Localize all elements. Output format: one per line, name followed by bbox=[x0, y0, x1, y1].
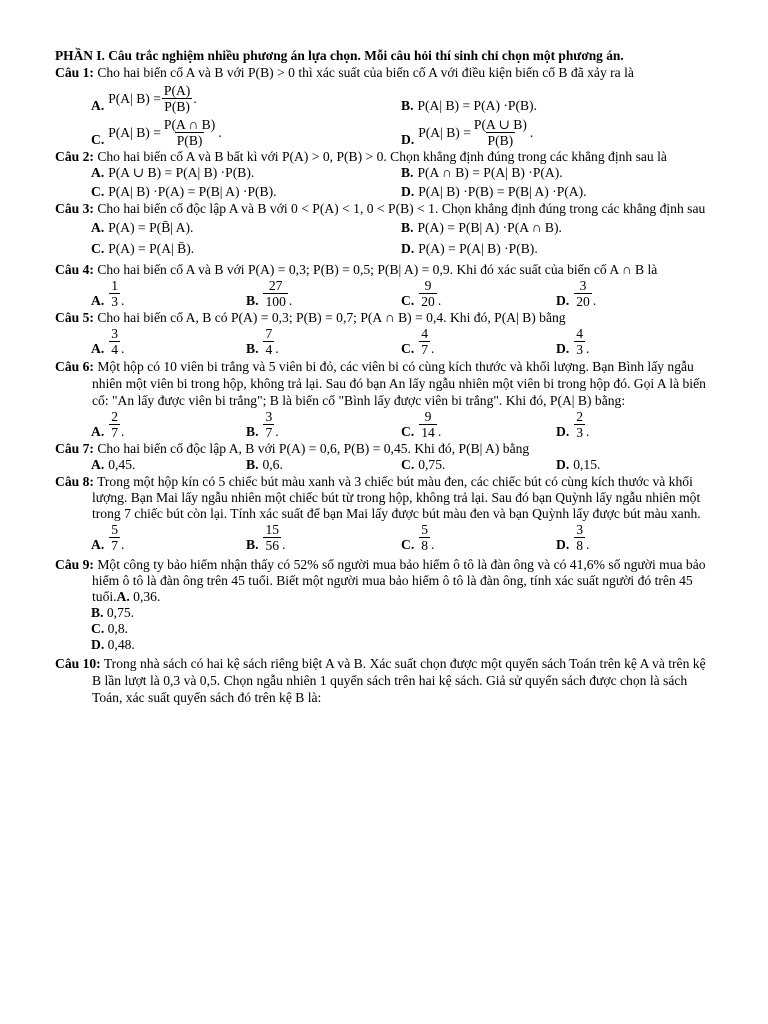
option-text: 0,75. bbox=[418, 457, 446, 472]
fraction-numerator: 9 bbox=[424, 278, 432, 293]
fraction bbox=[263, 278, 287, 309]
question-text: Trong một hộp kín có 5 chiếc bút màu xanh và 3 chiếc bút màu đen, các chiếc bút có cùng kích thước và khối lượng. Bạn Mai lấy ngẫu nhiên một chiếc bút từ trong hộp, không trả lại. Sau đó bạn Quỳnh lấy ngẫu nhiên một trong 7 chiếc bút còn lại. Tính xác suất để bạn Mai lấy được bút màu đen và bạn Quỳnh lấy được bút màu xanh. bbox=[92, 474, 701, 521]
option-d[interactable] bbox=[556, 326, 711, 357]
option-text: 0,6. bbox=[262, 457, 283, 472]
option-letter: D. bbox=[556, 293, 570, 308]
fraction-denominator: 7 bbox=[111, 538, 119, 553]
option-letter: C. bbox=[401, 457, 415, 472]
answer-options bbox=[55, 326, 715, 357]
fraction-denominator: 56 bbox=[265, 538, 280, 553]
fraction-denominator: 8 bbox=[421, 538, 429, 553]
option-letter: B. bbox=[246, 293, 259, 308]
option-letter: C. bbox=[91, 132, 105, 147]
option-letter: A. bbox=[91, 293, 105, 308]
option-letter: D. bbox=[556, 341, 570, 356]
fraction-denominator: 7 bbox=[265, 425, 273, 440]
option-a[interactable] bbox=[91, 278, 246, 309]
option-letter: D. bbox=[401, 241, 415, 256]
option-letter: B. bbox=[401, 98, 414, 113]
option-letter: B. bbox=[246, 424, 259, 439]
question-text: Cho hai biến cố A, B có P(A) = 0,3; P(B) = 0,7; P(A ∩ B) = 0,4. Khi đó, P(A| B) bằng bbox=[97, 310, 566, 325]
option-text: 0,8. bbox=[104, 621, 129, 636]
option-letter: A. bbox=[91, 98, 105, 113]
question-text: Một hộp có 10 viên bi trắng và 5 viên bi đỏ, các viên bi có cùng kích thước và khối lượng. Bạn Bình lấy ngẫu nhiên một viên bi trong hộp, không trả lại. Sau đó bạn An lấy ngẫu nhiên một viên bi trong hộp đó. Gọi A là biến cố: "An lấy được viên bi trắng"; B là biến cố "Bình lấy được viên bi trắng". Khi đó, P(A| B) bằng: bbox=[92, 359, 706, 408]
option-tail: . bbox=[431, 537, 435, 552]
option-letter: A. bbox=[91, 341, 105, 356]
option-a[interactable] bbox=[91, 522, 246, 553]
option-letter: D. bbox=[556, 537, 570, 552]
fraction-denominator: 3 bbox=[576, 342, 584, 357]
answer-options bbox=[55, 278, 715, 309]
option-text: 0,48. bbox=[104, 637, 135, 652]
option-letter: B. bbox=[401, 165, 414, 180]
question-6 bbox=[55, 358, 715, 440]
option-d[interactable] bbox=[401, 184, 711, 200]
option-d[interactable] bbox=[401, 241, 711, 257]
option-d[interactable] bbox=[556, 522, 711, 553]
option-letter: C. bbox=[91, 241, 105, 256]
option-a[interactable] bbox=[91, 165, 401, 181]
question-label: Câu 1: bbox=[55, 65, 94, 80]
question-stem bbox=[55, 201, 715, 217]
question-5 bbox=[55, 310, 715, 357]
option-b[interactable] bbox=[55, 605, 715, 621]
fraction bbox=[263, 326, 274, 357]
fraction bbox=[419, 326, 430, 357]
option-d[interactable] bbox=[556, 278, 711, 309]
option-letter: B. bbox=[91, 605, 104, 620]
question-label: Câu 4: bbox=[55, 262, 94, 277]
option-text: 0,75. bbox=[103, 605, 135, 620]
question-stem bbox=[55, 655, 715, 706]
option-d[interactable] bbox=[401, 117, 711, 148]
fraction-numerator: 4 bbox=[576, 326, 584, 341]
option-letter: D. bbox=[556, 457, 570, 472]
question-stem bbox=[55, 441, 715, 457]
option-tail: . bbox=[586, 341, 590, 356]
option-text: P(A| B) = P(A) ·P(B). bbox=[417, 98, 537, 113]
option-b[interactable] bbox=[401, 165, 711, 181]
option-letter: A. bbox=[91, 220, 105, 235]
question-label: Câu 6: bbox=[55, 359, 94, 374]
fraction bbox=[419, 409, 437, 440]
fraction-denominator: 20 bbox=[576, 294, 590, 309]
option-b[interactable] bbox=[401, 81, 711, 114]
option-text: 0,15. bbox=[573, 457, 601, 472]
option-text: P(A ∩ B) = P(A| B) ·P(A). bbox=[417, 165, 563, 180]
option-tail: . bbox=[275, 341, 279, 356]
answer-options bbox=[55, 81, 715, 148]
option-c[interactable] bbox=[91, 184, 401, 200]
option-tail: . bbox=[121, 424, 125, 439]
option-tail: . bbox=[121, 341, 125, 356]
fraction bbox=[574, 326, 585, 357]
option-tail: . bbox=[437, 293, 442, 308]
fraction bbox=[574, 278, 592, 309]
question-text: Cho hai biến cố độc lập A và B với 0 < P(A) < 1, 0 < P(B) < 1. Chọn khẳng định đúng trong các khẳng định sau bbox=[97, 201, 706, 216]
fraction bbox=[109, 522, 120, 553]
option-letter: C. bbox=[401, 341, 415, 356]
fraction-numerator: 4 bbox=[421, 326, 429, 341]
fraction-denominator: 7 bbox=[111, 425, 119, 440]
fraction-numerator: 15 bbox=[265, 522, 280, 537]
fraction-numerator: 3 bbox=[111, 326, 119, 341]
question-stem bbox=[55, 557, 715, 605]
question-text: Cho hai biến cố A và B với P(A) = 0,3; P(B) = 0,5; P(B| A) = 0,9. Khi đó xác suất của biến cố A ∩ B là bbox=[97, 262, 658, 277]
fraction-numerator: P(A ∩ B) bbox=[163, 117, 216, 132]
option-letter: C. bbox=[91, 184, 105, 199]
question-label: Câu 5: bbox=[55, 310, 94, 325]
question-label: Câu 10: bbox=[55, 656, 101, 671]
option-d[interactable] bbox=[556, 409, 711, 440]
option-c[interactable] bbox=[55, 621, 715, 637]
option-a[interactable] bbox=[91, 326, 246, 357]
option-letter: B. bbox=[246, 341, 259, 356]
question-stem bbox=[55, 474, 715, 522]
option-tail: . bbox=[275, 424, 279, 439]
question-2 bbox=[55, 149, 715, 200]
option-letter: D. bbox=[91, 637, 105, 652]
option-letter: C. bbox=[401, 293, 415, 308]
fraction bbox=[472, 117, 529, 148]
option-b[interactable] bbox=[246, 278, 401, 309]
question-1 bbox=[55, 65, 715, 148]
option-tail: . bbox=[529, 124, 534, 140]
option-letter: A. bbox=[91, 537, 105, 552]
fraction-numerator: 3 bbox=[579, 278, 587, 293]
question-9 bbox=[55, 557, 715, 653]
option-a-letter[interactable]: A. bbox=[116, 589, 130, 604]
option-letter: C. bbox=[401, 537, 415, 552]
fraction-numerator: P(A ∪ B) bbox=[473, 117, 527, 132]
question-text: Cho hai biến cố A và B với P(B) > 0 thì xác suất của biến cố A với điều kiện biến cố B đã xảy ra là bbox=[97, 65, 634, 80]
fraction bbox=[419, 522, 430, 553]
option-text: P(A) = P(B̄| A). bbox=[108, 220, 194, 235]
option-tail: . bbox=[437, 424, 442, 439]
fraction-denominator: 4 bbox=[111, 342, 119, 357]
option-a[interactable] bbox=[91, 220, 401, 236]
question-8 bbox=[55, 474, 715, 553]
option-b[interactable] bbox=[246, 457, 401, 473]
option-letter: B. bbox=[401, 220, 414, 235]
fraction-numerator: 5 bbox=[421, 522, 429, 537]
option-tail: . bbox=[586, 424, 590, 439]
fraction-denominator: 8 bbox=[576, 538, 584, 553]
option-text: P(A ∪ B) = P(A| B) ·P(B). bbox=[108, 165, 255, 180]
option-lhs: P(A| B) = bbox=[418, 124, 471, 140]
option-c[interactable] bbox=[401, 278, 556, 309]
option-b[interactable] bbox=[246, 409, 401, 440]
question-stem bbox=[55, 358, 715, 409]
option-letter: A. bbox=[91, 165, 105, 180]
fraction-denominator: 20 bbox=[421, 294, 435, 309]
option-a[interactable] bbox=[91, 457, 246, 473]
option-d[interactable] bbox=[55, 637, 715, 653]
fraction-denominator: 3 bbox=[576, 425, 584, 440]
fraction bbox=[419, 278, 437, 309]
fraction bbox=[574, 522, 585, 553]
option-b[interactable] bbox=[401, 220, 711, 236]
option-c[interactable] bbox=[401, 326, 556, 357]
question-label: Câu 3: bbox=[55, 201, 94, 216]
option-tail: . bbox=[431, 341, 435, 356]
exam-document bbox=[55, 48, 715, 706]
fraction bbox=[109, 409, 120, 440]
answer-options bbox=[55, 522, 715, 553]
option-c[interactable] bbox=[91, 117, 401, 148]
fraction-numerator: 27 bbox=[268, 278, 283, 293]
fraction-numerator: 3 bbox=[265, 409, 273, 424]
fraction-numerator: 5 bbox=[111, 522, 119, 537]
fraction-denominator: 4 bbox=[265, 342, 273, 357]
question-text: Cho hai biến cố độc lập A, B với P(A) = 0,6, P(B) = 0,45. Khi đó, P(B| A) bằng bbox=[97, 441, 530, 456]
fraction-denominator: 3 bbox=[111, 294, 119, 309]
fraction bbox=[109, 278, 120, 309]
answer-options bbox=[55, 409, 715, 440]
answer-options bbox=[55, 217, 715, 257]
option-letter: D. bbox=[556, 424, 570, 439]
question-label: Câu 8: bbox=[55, 474, 94, 489]
option-tail: . bbox=[121, 293, 125, 308]
fraction-denominator: 14 bbox=[421, 425, 435, 440]
fraction-denominator: 100 bbox=[265, 294, 286, 309]
question-4 bbox=[55, 262, 715, 309]
option-lhs: P(A| B) = bbox=[108, 124, 161, 140]
option-a[interactable] bbox=[91, 409, 246, 440]
question-7 bbox=[55, 441, 715, 473]
option-a-text[interactable]: 0,36. bbox=[129, 589, 161, 604]
option-letter: B. bbox=[246, 537, 259, 552]
fraction-numerator: 2 bbox=[576, 409, 584, 424]
option-text: P(A) = P(B| A) ·P(A ∩ B). bbox=[417, 220, 562, 235]
question-label: Câu 2: bbox=[55, 149, 94, 164]
option-c[interactable] bbox=[401, 409, 556, 440]
option-letter: D. bbox=[401, 184, 415, 199]
fraction bbox=[263, 522, 281, 553]
option-letter: B. bbox=[246, 457, 259, 472]
fraction-numerator: P(A) bbox=[163, 83, 191, 98]
option-text: P(A| B) ·P(B) = P(B| A) ·P(A). bbox=[418, 184, 587, 199]
fraction-numerator: 7 bbox=[265, 326, 273, 341]
option-c[interactable] bbox=[401, 522, 556, 553]
option-text: P(A) = P(A| B) ·P(B). bbox=[418, 241, 538, 256]
question-stem bbox=[55, 149, 715, 165]
fraction bbox=[574, 409, 585, 440]
fraction-denominator: P(B) bbox=[176, 133, 203, 148]
option-d[interactable] bbox=[556, 457, 711, 473]
option-text: P(A) = P(A| B̄). bbox=[108, 241, 195, 256]
option-tail: . bbox=[121, 537, 125, 552]
fraction-numerator: 1 bbox=[111, 278, 119, 293]
option-c[interactable] bbox=[91, 241, 401, 257]
fraction-numerator: 3 bbox=[576, 522, 584, 537]
question-text: Trong nhà sách có hai kệ sách riêng biệt A và B. Xác suất chọn được một quyển sách Toán trên kệ A và trên kệ B lần lượt là 0,3 và 0,5. Chọn ngẫu nhiên 1 quyển sách trên hai kệ sách. Giả sử quyển sách được chọn là sách Toán, xác suất quyển sách đó trên kệ B là: bbox=[92, 656, 706, 705]
fraction-numerator: 9 bbox=[424, 409, 432, 424]
question-label: Câu 7: bbox=[55, 441, 94, 456]
question-stem bbox=[55, 65, 715, 81]
question-10 bbox=[55, 655, 715, 706]
option-tail: . bbox=[586, 537, 590, 552]
question-3 bbox=[55, 201, 715, 257]
option-letter: C. bbox=[401, 424, 415, 439]
fraction bbox=[109, 326, 120, 357]
fraction bbox=[263, 409, 274, 440]
option-tail: . bbox=[282, 537, 286, 552]
section-heading: PHẦN I. Câu trắc nghiệm nhiều phương án lựa chọn. Mỗi câu hỏi thí sinh chỉ chọn một phương án. bbox=[55, 48, 624, 63]
fraction bbox=[162, 117, 217, 148]
option-b[interactable] bbox=[246, 326, 401, 357]
question-text: Cho hai biến cố A và B bất kì với P(A) > 0, P(B) > 0. Chọn khẳng định đúng trong các khẳng định sau là bbox=[97, 149, 667, 164]
answer-options bbox=[55, 457, 715, 473]
question-stem bbox=[55, 310, 715, 326]
option-tail: . bbox=[592, 293, 597, 308]
option-letter: A. bbox=[91, 457, 105, 472]
option-a[interactable] bbox=[91, 83, 401, 114]
fraction-denominator: P(B) bbox=[164, 99, 190, 114]
option-tail: . bbox=[218, 124, 222, 140]
option-letter: C. bbox=[91, 621, 105, 636]
fraction-denominator: P(B) bbox=[487, 133, 514, 148]
option-c[interactable] bbox=[401, 457, 556, 473]
fraction bbox=[162, 83, 192, 114]
fraction-denominator: 7 bbox=[421, 342, 429, 357]
question-stem bbox=[55, 262, 715, 278]
option-text: 0,45. bbox=[108, 457, 136, 472]
question-text: Một công ty bảo hiểm nhận thấy có 52% số người mua bảo hiểm ô tô là đàn ông và có 41,6% số người mua bảo hiểm ô tô là đàn ông trên 45 tuổi. Biết một người mua bảo hiểm ô tô là đàn ông, tính xác suất người đó trên 45 tuổi. bbox=[92, 557, 706, 604]
option-letter: A. bbox=[91, 424, 105, 439]
option-lhs: P(A| B) = bbox=[108, 90, 161, 106]
question-label: Câu 9: bbox=[55, 557, 94, 572]
option-tail: . bbox=[288, 293, 293, 308]
answer-options bbox=[55, 165, 715, 200]
option-letter: D. bbox=[401, 132, 415, 147]
option-tail: . bbox=[193, 90, 197, 106]
fraction-numerator: 2 bbox=[111, 409, 119, 424]
option-b[interactable] bbox=[246, 522, 401, 553]
option-text: P(A| B) ·P(A) = P(B| A) ·P(B). bbox=[108, 184, 277, 199]
